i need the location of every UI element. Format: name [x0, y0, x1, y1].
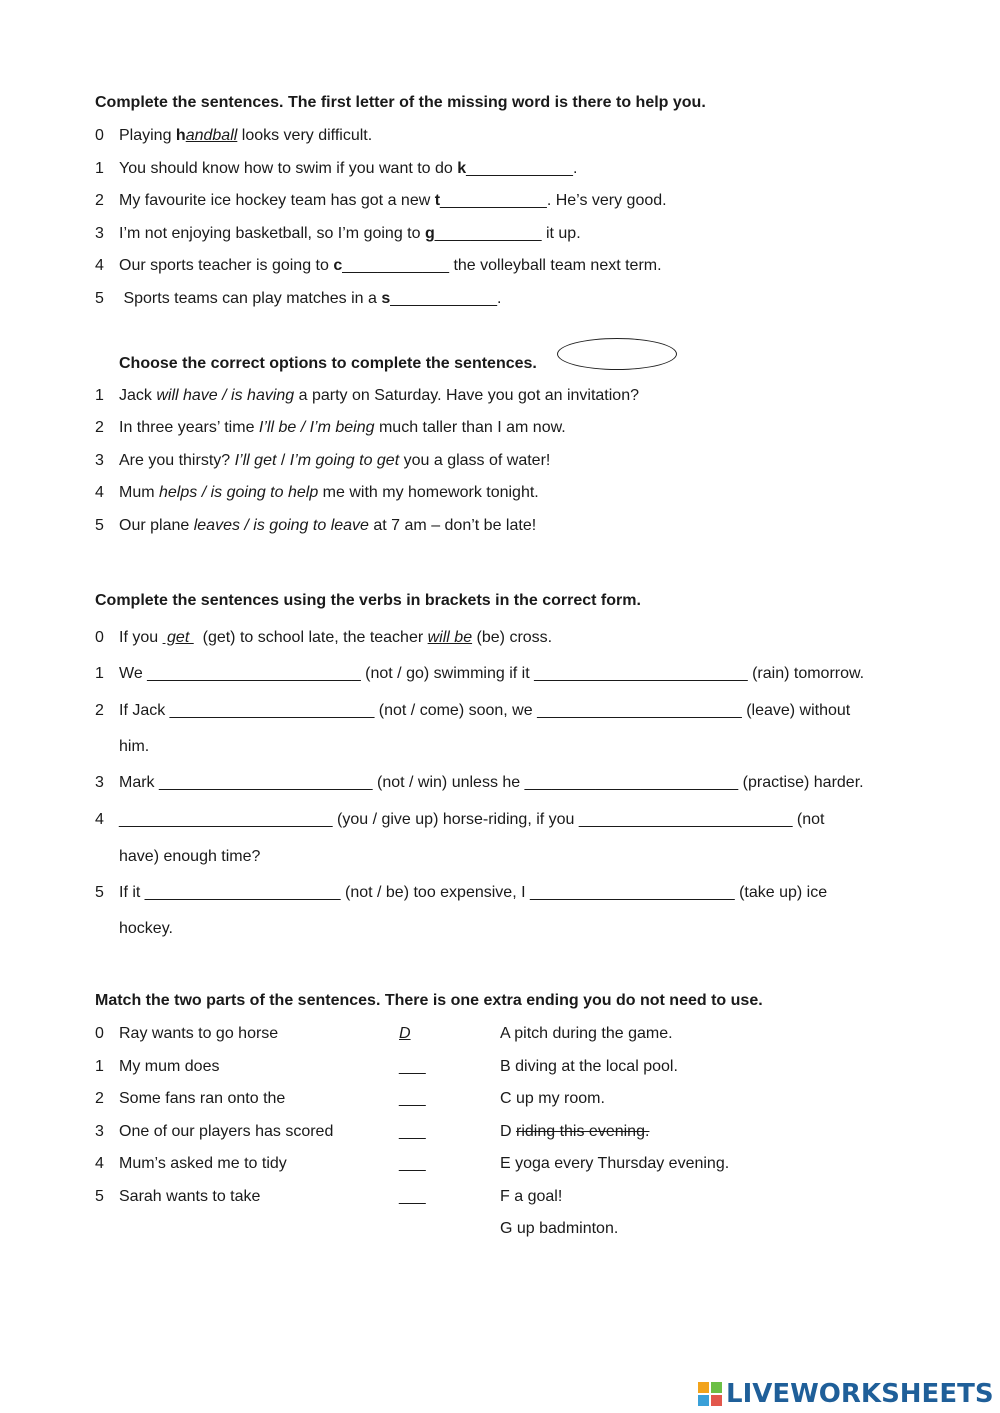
- example-answer: will be: [427, 629, 473, 646]
- answer-ellipse-marker[interactable]: [557, 338, 677, 370]
- section4-heading: Match the two parts of the sentences. There is one extra ending you do not need to use.: [95, 992, 763, 1009]
- ending-f: F a goal!: [500, 1188, 563, 1205]
- ending-d: D riding this evening.: [500, 1123, 650, 1140]
- used-ending-strikethrough: riding this evening.: [516, 1123, 650, 1140]
- s1-item-5: 5 Sports teams can play matches in a s____________.: [95, 290, 502, 307]
- s3-item-5[interactable]: 5 If it ______________________ (not / be) too expensive, I _______________________ (take up) ice: [95, 884, 828, 901]
- s3-item-5-continued: hockey.: [119, 920, 173, 937]
- section2-heading: Choose the correct options to complete the sentences.: [119, 355, 537, 372]
- answer-blank[interactable]: ____________: [434, 225, 542, 242]
- s4-item-1: 1 My mum does: [95, 1058, 220, 1075]
- s3-item-2[interactable]: 2 If Jack _______________________ (not / come) soon, we _______________________ (leave) without: [95, 702, 851, 719]
- s4-item-0: 0 Ray wants to go horse: [95, 1025, 279, 1042]
- example-answer: get: [162, 629, 194, 646]
- s2-item-5: 5 Our plane leaves / is going to leave at 7 am – don’t be late!: [95, 517, 537, 534]
- example-answer: andball: [185, 127, 238, 144]
- answer-blank[interactable]: ___: [399, 1155, 426, 1172]
- ending-b: B diving at the local pool.: [500, 1058, 678, 1075]
- answer-blank[interactable]: ____________: [440, 192, 547, 209]
- option-choice[interactable]: leaves / is going to leave: [193, 517, 369, 534]
- s1-item-4: 4 Our sports teacher is going to c____________ the volleyball team next term.: [95, 257, 662, 274]
- option-choice[interactable]: I’ll get: [234, 452, 277, 469]
- option-choice[interactable]: helps / is going to help: [159, 484, 319, 501]
- logo-text: LIVEWORKSHEETS: [726, 1379, 994, 1409]
- answer-blank[interactable]: ___: [399, 1058, 426, 1075]
- answer-blank[interactable]: ___: [399, 1123, 426, 1140]
- section3-heading: Complete the sentences using the verbs in brackets in the correct form.: [95, 592, 641, 609]
- answer-blank[interactable]: ___: [399, 1188, 426, 1205]
- s1-item-3: 3 I’m not enjoying basketball, so I’m going to g____________ it up.: [95, 225, 581, 242]
- s3-item-1[interactable]: 1 We ________________________ (not / go) swimming if it ________________________ (rain) tomorrow.: [95, 665, 865, 682]
- answer-blank[interactable]: ___: [399, 1090, 426, 1107]
- s4-item-5: 5 Sarah wants to take: [95, 1188, 261, 1205]
- ending-c: C up my room.: [500, 1090, 605, 1107]
- s1-item-1: 1 You should know how to swim if you want to do k____________.: [95, 160, 578, 177]
- option-choice[interactable]: I’m going to get: [289, 452, 400, 469]
- s4-item-3: 3 One of our players has scored: [95, 1123, 334, 1140]
- answer-blank[interactable]: ____________: [390, 290, 498, 307]
- option-choice[interactable]: I’ll be / I’m being: [258, 419, 375, 436]
- option-choice[interactable]: will have / is having: [156, 387, 295, 404]
- answer-blank[interactable]: ____________: [342, 257, 450, 274]
- s2-item-4: 4 Mum helps / is going to help me with my homework tonight.: [95, 484, 539, 501]
- s2-item-2: 2 In three years’ time I’ll be / I’m being much taller than I am now.: [95, 419, 566, 436]
- s4-item-2: 2 Some fans ran onto the: [95, 1090, 286, 1107]
- s1-item-0: 0 Playing handball looks very difficult.: [95, 127, 373, 144]
- ending-a: A pitch during the game.: [500, 1025, 673, 1042]
- example-answer: D: [399, 1025, 411, 1042]
- logo-mark-icon: [698, 1382, 722, 1406]
- s1-item-2: 2 My favourite ice hockey team has got a new t____________. He’s very good.: [95, 192, 667, 209]
- s3-item-2-continued: him.: [119, 738, 150, 755]
- s3-item-4[interactable]: 4 ________________________ (you / give up) horse-riding, if you ________________________ (not: [95, 811, 825, 828]
- s3-item-4-continued: have) enough time?: [119, 848, 261, 865]
- ending-g: G up badminton.: [500, 1220, 619, 1237]
- s3-item-3[interactable]: 3 Mark ________________________ (not / win) unless he ________________________ (practise) harder.: [95, 774, 864, 791]
- liveworksheets-logo: [698, 1378, 994, 1410]
- s3-item-0: 0 If you get (get) to school late, the teacher will be (be) cross.: [95, 629, 553, 646]
- answer-blank[interactable]: ____________: [466, 160, 573, 177]
- s4-item-4: 4 Mum’s asked me to tidy: [95, 1155, 287, 1172]
- ending-e: E yoga every Thursday evening.: [500, 1155, 730, 1172]
- section1-heading: Complete the sentences. The first letter of the missing word is there to help you.: [95, 94, 706, 111]
- s2-item-3: 3 Are you thirsty? I’ll get / I’m going to get you a glass of water!: [95, 452, 551, 469]
- s2-item-1: 1 Jack will have / is having a party on Saturday. Have you got an invitation?: [95, 387, 639, 404]
